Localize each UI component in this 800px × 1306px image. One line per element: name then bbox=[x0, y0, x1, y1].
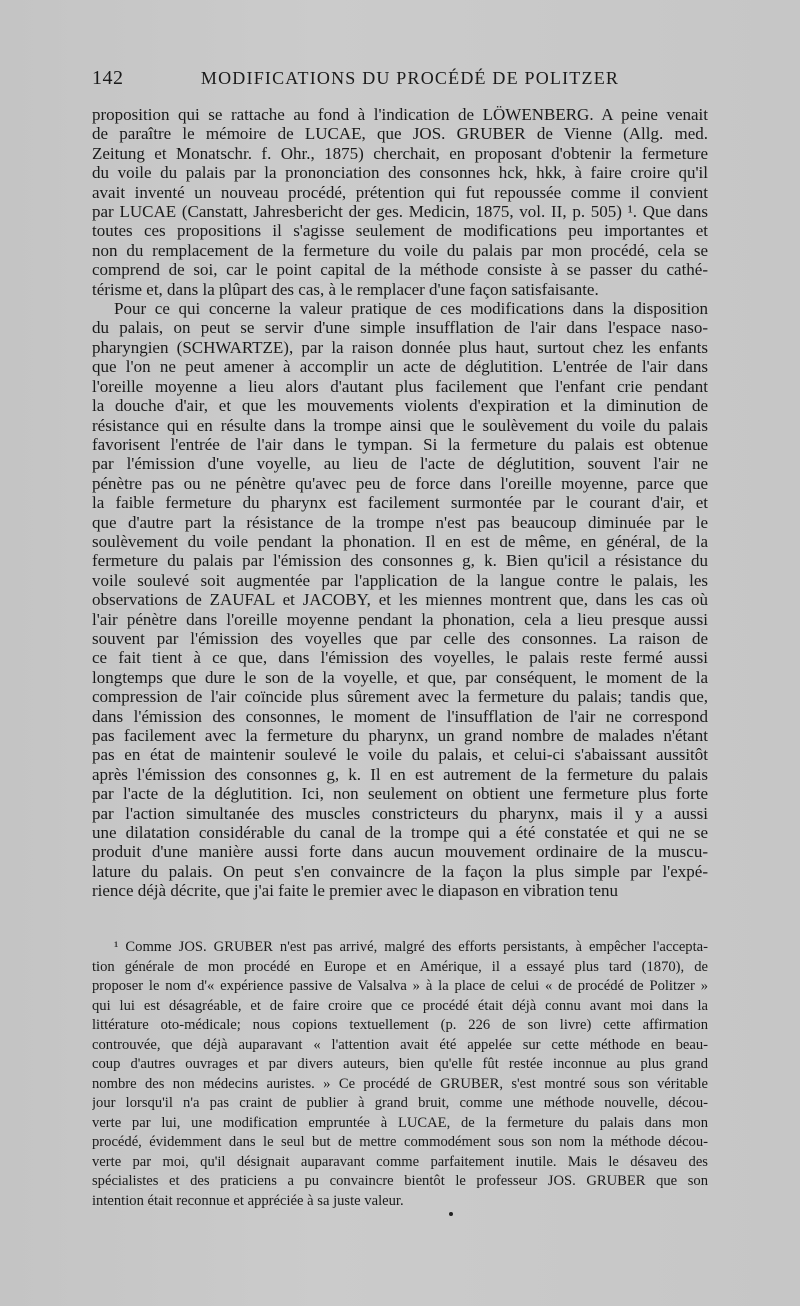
text-line: la faible fermeture du pharynx est facilement surmontée par le courant d'air, et bbox=[92, 493, 708, 513]
text-line: du palais, on peut se servir d'une simple insufflation de l'air dans l'espace naso- bbox=[92, 318, 708, 338]
text-line: de paraître le mémoire de LUCAE, que JOS. GRUBER de Vienne (Allg. med. bbox=[92, 124, 708, 144]
text-line: fermeture du palais par l'émission des consonnes g, k. Bien qu'icil a résistance du bbox=[92, 551, 708, 571]
footnote-line: nombre des non médecins auristes. » Ce procédé de GRUBER, s'est montré sous son véritable bbox=[92, 1075, 708, 1092]
footnote-line: spécialistes et des praticiens a pu convaincre bientôt le professeur JOS. GRUBER que son bbox=[92, 1173, 708, 1189]
footnote-line: ¹ Comme JOS. GRUBER n'est pas arrivé, malgré des efforts persistants, à empêcher l'accepta- bbox=[114, 939, 708, 955]
text-line: après l'émission des consonnes g, k. Il en est autrement de la fermeture du palais bbox=[92, 764, 708, 784]
page-number: 142 bbox=[92, 66, 124, 89]
footnote-line: jour lorsqu'il n'a pas craint de publier à grand bruit, comme une méthode nouvelle, décou- bbox=[92, 1095, 708, 1111]
text-line: pas en état de maintenir soulevé le voile du palais, et celui-ci s'abaissant aussitôt bbox=[92, 745, 708, 765]
footnote-line: littérature oto-médicale; nous copions textuellement (p. 226 de son livre) cette affirmation bbox=[92, 1017, 708, 1033]
footnote bbox=[92, 938, 708, 1211]
text-line: proposition qui se rattache au fond à l'indication de LÖWENBERG. A peine venait bbox=[92, 105, 708, 124]
text-line: térisme et, dans la plûpart des cas, à le remplacer d'une façon satisfaisante. bbox=[92, 279, 599, 299]
text-line: ce fait tient à ce que, dans l'émission des voyelles, le palais reste fermé aussi bbox=[92, 648, 708, 668]
text-line: comprend de soi, car le point capital de la méthode consiste à se passer du cathé- bbox=[92, 260, 708, 280]
text-line: pénètre pas ou ne pénètre qu'avec peu de force dans l'oreille moyenne, parce que bbox=[92, 473, 708, 493]
text-line: voile soulevé soit augmentée par l'application de la langue contre le palais, les bbox=[92, 570, 708, 590]
text-line: toutes ces propositions il s'agisse seulement de modifications peu importantes et bbox=[92, 221, 708, 241]
text-line: avait inventé un nouveau procédé, prétention qui fut repoussée comme il convient bbox=[92, 182, 708, 202]
text-line: Pour ce qui concerne la valeur pratique de ces modifications dans la disposition bbox=[114, 299, 708, 319]
text-line: l'oreille moyenne a lieu alors d'autant plus facilement que l'enfant crie pendant bbox=[92, 376, 708, 396]
text-line: favorisent l'entrée de l'air dans le tympan. Si la fermeture du palais est obtenue bbox=[92, 434, 708, 454]
text-line: dans l'émission des consonnes, le moment de l'insufflation de l'air ne correspond bbox=[92, 706, 708, 726]
footnote-line: verte par lui, une modification empruntée à LUCAE, de la fermeture du palais dans mon bbox=[92, 1114, 708, 1131]
footnote-line: tion générale de mon procédé en Europe et en Amérique, il a essayé plus tard (1870), de bbox=[92, 958, 708, 975]
text-line: une dilatation considérable du canal de la trompe qui a été constatée et qui ne se bbox=[92, 823, 708, 843]
text-line: soulèvement du voile pendant la phonation. Il en est de même, en général, de la bbox=[92, 531, 708, 551]
text-line: par LUCAE (Canstatt, Jahresbericht der ges. Medicin, 1875, vol. II, p. 505) ¹. Que dans bbox=[92, 202, 708, 222]
running-title: MODIFICATIONS DU PROCÉDÉ DE POLITZER bbox=[200, 67, 620, 88]
text-line: compression de l'air coïncide plus sûrement avec la fermeture du palais; tandis que, bbox=[92, 687, 708, 707]
text-line: longtemps que dure le son de la voyelle, et que, par conséquent, le moment de la bbox=[92, 667, 708, 687]
footnote-line: coup d'autres ouvrages et par divers auteurs, bien qu'elle fût restée inconnue au plus grand bbox=[92, 1056, 708, 1072]
text-line: résistance qui en résulte dans la trompe ainsi que le soulèvement du voile du palais bbox=[92, 415, 708, 435]
footnote-line: intention était reconnue et appréciée à sa juste valeur. bbox=[92, 1192, 404, 1209]
text-line: observations de ZAUFAL et JACOBY, et les miennes montrent que, dans les cas où bbox=[92, 590, 708, 610]
text-line: l'air pénètre dans l'oreille moyenne pendant la phonation, cela a lieu presque aussi bbox=[92, 609, 708, 629]
page-header bbox=[92, 64, 708, 92]
text-line: Zeitung et Monatschr. f. Ohr., 1875) cherchait, en proposant d'obtenir la fermeture bbox=[92, 143, 708, 163]
text-line: par l'acte de la déglutition. Ici, non seulement on obtient une fermeture plus forte bbox=[92, 784, 708, 804]
text-line: pas facilement avec la fermeture du pharynx, un grand nombre de malades n'étant bbox=[92, 726, 708, 745]
text-line: par l'émission d'une voyelle, au lieu de l'acte de déglutition, souvent l'air ne bbox=[92, 454, 708, 474]
text-line: lature du palais. On peut s'en convaincre de la façon la plus simple par l'expé- bbox=[92, 861, 708, 881]
text-line: par l'action simultanée des muscles constricteurs du pharynx, mais il y a aussi bbox=[92, 803, 708, 823]
text-line: souvent par l'émission des voyelles que par celle des consonnes. La raison de bbox=[92, 628, 708, 648]
text-line: la douche d'air, et que les mouvements violents d'expiration et la diminution de bbox=[92, 396, 708, 416]
text-line: que d'autre part la résistance de la trompe n'est pas beaucoup diminuée par le bbox=[92, 512, 708, 532]
footnote-line: procédé, évidemment dans le seul but de mettre commodément sous son nom la méthode décou- bbox=[92, 1134, 708, 1150]
text-line: produit d'une manière aussi forte dans aucun mouvement ordinaire de la muscu- bbox=[92, 842, 708, 862]
footnote-line: proposer le nom d'« expérience passive de Valsalva » à la place de celui « de procédé de Politzer » bbox=[92, 978, 708, 994]
footnote-line: verte par moi, qu'il désignait auparavant comme parfaitement inutile. Mais le désaveu des bbox=[92, 1153, 708, 1170]
print-mark bbox=[449, 1212, 453, 1216]
text-line: pharyngien (SCHWARTZE), par la raison donnée plus haut, surtout chez les enfants bbox=[92, 337, 708, 357]
text-line: non du remplacement de la fermeture du voile du palais par mon procédé, cela se bbox=[92, 240, 708, 260]
footnote-line: controuvée, que déjà auparavant « l'attention avait été appelée sur cette méthode en beau- bbox=[92, 1036, 708, 1053]
text-line: du voile du palais par la prononciation des consonnes hck, hkk, à faire croire qu'il bbox=[92, 163, 708, 183]
footnote-line: qui lui est désagréable, et de faire croire que ce procédé était déjà connu avant moi dans la bbox=[92, 997, 708, 1014]
text-line: rience déjà décrite, que j'ai faite le premier avec le diapason en vibration tenu bbox=[92, 881, 619, 901]
main-text bbox=[92, 105, 708, 901]
text-line: que l'on ne peut amener à accomplir un acte de déglutition. L'entrée de l'air dans bbox=[92, 357, 708, 377]
